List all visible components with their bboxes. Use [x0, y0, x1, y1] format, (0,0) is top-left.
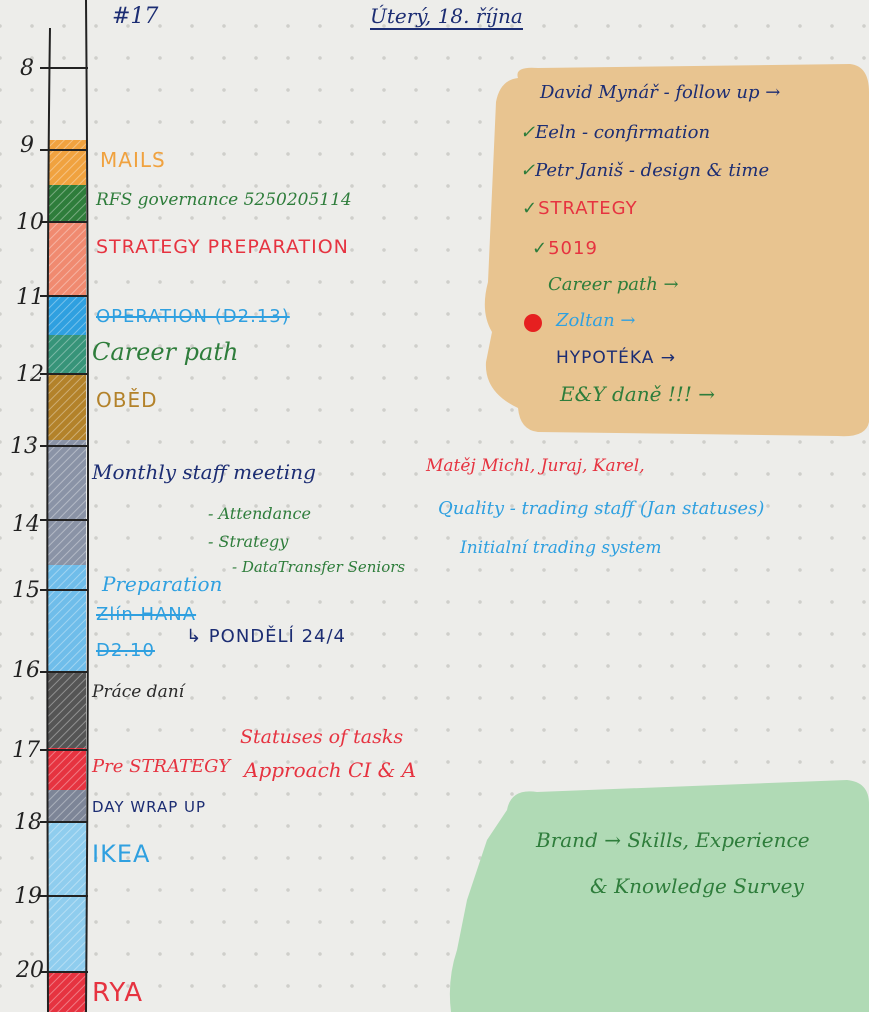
hour-18: 18 [14, 810, 42, 835]
hour-9: 9 [20, 133, 34, 158]
hour-8: 8 [20, 56, 34, 81]
todo-item-zoltan: Zoltan → [556, 310, 636, 331]
note-quality: Quality - trading staff (Jan statuses) [438, 498, 765, 519]
hour-16: 16 [12, 658, 40, 683]
entry-preparation: Preparation [102, 572, 223, 596]
entry-sub-datatransfer: - DataTransfer Seniors [232, 558, 406, 576]
entry-prace: Práce daní [92, 682, 185, 702]
todo-check: ✓ [522, 198, 539, 219]
todo-item-strategy: ✓STRATEGY [522, 198, 638, 219]
hour-20: 20 [16, 958, 44, 983]
page-number: #17 [112, 4, 159, 29]
hour-14: 14 [12, 512, 40, 537]
entry-rfs: RFS governance 5250205114 [96, 190, 352, 210]
hour-10: 10 [16, 210, 44, 235]
todo-item-5019: ✓5019 [532, 238, 598, 259]
todo-item-eeln: ✓Eeln - confirmation [520, 122, 711, 143]
red-bullet-icon [524, 314, 542, 332]
note-initial: Initialní trading system [460, 538, 662, 558]
entry-prestrategy: Pre STRATEGY [92, 756, 231, 777]
note-approach: Approach CI & A [244, 758, 417, 782]
entry-ikea: IKEA [92, 840, 151, 868]
entry-obed: OBĚD [96, 388, 158, 412]
entry-monthly: Monthly staff meeting [92, 460, 316, 484]
entry-zlin: Zlín HANA [96, 604, 197, 625]
brand-line-1: Brand → Skills, Experience [536, 828, 810, 852]
hour-17: 17 [12, 738, 40, 763]
todo-check: ✓ [520, 160, 536, 181]
todo-item-hypoteka: HYPOTÉKA → [556, 348, 677, 368]
entry-sub-attendance: - Attendance [208, 504, 311, 523]
todo-item-career: Career path → [548, 274, 679, 295]
entry-d210: D2.10 [96, 640, 155, 661]
todo-check: ✓ [520, 122, 536, 143]
entry-daywrap: DAY WRAP UP [92, 798, 207, 816]
hour-11: 11 [16, 285, 44, 310]
brand-line-2: & Knowledge Survey [590, 874, 804, 898]
entry-operation: OPERATION (D2.13) [96, 306, 290, 327]
entry-strategy-prep: STRATEGY PREPARATION [96, 236, 349, 258]
hour-15: 15 [12, 578, 40, 603]
todo-item-petr: ✓Petr Janiš - design & time [520, 160, 770, 181]
entry-mails: MAILS [100, 148, 166, 172]
entry-rya: RYA [92, 978, 144, 1008]
todo-check: ✓ [532, 238, 549, 259]
entry-sub-strategy: - Strategy [208, 532, 289, 551]
hour-13: 13 [10, 434, 38, 459]
note-statuses: Statuses of tasks [240, 726, 404, 748]
todo-item-ey: E&Y daně !!! → [560, 382, 715, 406]
hour-12: 12 [16, 362, 44, 387]
page-date: Úterý, 18. října [370, 4, 523, 28]
entry-career: Career path [92, 338, 239, 366]
note-names: Matěj Michl, Juraj, Karel, [426, 456, 645, 476]
todo-item-david: David Mynář - follow up → [540, 82, 781, 103]
hour-19: 19 [14, 884, 42, 909]
entry-pondeli: ↳ PONDĚLÍ 24/4 [186, 626, 347, 647]
